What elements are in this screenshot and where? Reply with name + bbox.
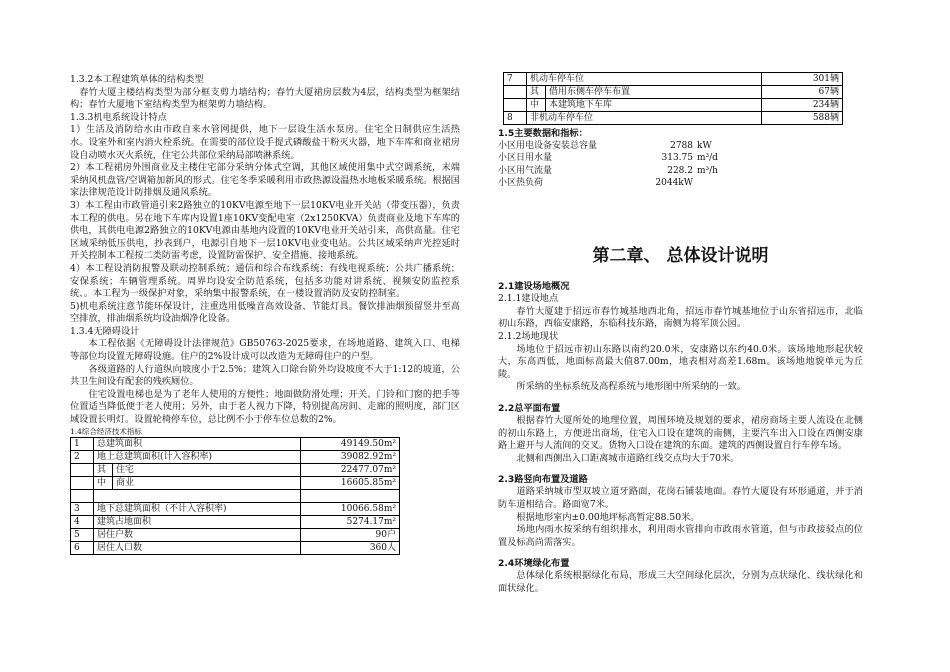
table-cell: 3 <box>71 502 94 515</box>
table-cell: 机动车停车位 <box>527 73 762 86</box>
chapter-title: 第二章、 总体设计说明 <box>592 246 769 267</box>
paragraph-elevation: 根据地形室内±0.00地坪标高暂定88.50米。 <box>516 511 700 523</box>
right-column <box>498 0 863 595</box>
table-cell: 居住户数 <box>94 528 301 541</box>
paragraph-slope: 各级道路的人行道纵向坡度小于2.5%；建筑入口除台阶外均设坡度不大于1:12的坡道，公共卫生间设有配套的残疾厕位。 <box>70 363 460 388</box>
key-data-u <box>693 177 697 189</box>
table-cell <box>71 463 94 476</box>
table-cell: 90户 <box>300 528 399 541</box>
section-heading-1-3-2: 1.3.2本工程建筑单体的结构类型 <box>70 74 204 85</box>
paragraph-accessibility: 本工程依据《无障碍设计法律规范》GB50763-2025要求，在场地道路、建筑入口、电梯等部位均设置无障碍设施。住户的2%设计成可以改造为无障碍住户的户型。 <box>70 338 460 363</box>
table-cell: 16605.85m² <box>300 476 399 489</box>
paragraph-elderly: 住宅设置电梯也是为了老年人使用的方便性；地面做防滑处理；开关、门铃和门窗的把手等位置适当降低便于老人使用；另外，由于老人视力下降，特别提高房间、走廊的照明度，部门区域设置长明灯。设置轮椅停车位，总比例不小于停车位总数的2%。 <box>70 388 460 426</box>
parking-table <box>503 72 843 125</box>
table-row <box>504 99 843 112</box>
paragraph-entrance: 北侧和西侧出入口距离城市道路红线交点均大于70米。 <box>516 452 740 464</box>
key-data-v: 228.2 <box>667 165 693 176</box>
table-row <box>71 528 400 541</box>
table-cell: 588辆 <box>761 112 842 125</box>
section-2-4: 2.4环境绿化布置 <box>498 558 570 570</box>
section-2-2: 2.2总平面布置 <box>498 402 561 414</box>
key-data-k: 小区热负荷 <box>498 177 544 188</box>
key-data-row <box>498 140 863 152</box>
table-cell: 非机动车停车位 <box>527 112 762 125</box>
table-row <box>504 112 843 125</box>
key-data-k: 小区日用水量 <box>498 153 553 164</box>
table-cell: 301辆 <box>761 73 842 86</box>
table-cell: 总建筑面积 <box>94 437 301 450</box>
key-data-v: 2788 <box>670 141 693 151</box>
paragraph-drainage: 场地内雨水按采纳有组织排水，利用雨水管排向市政雨水管道，但与市政接驳点的位置及标高尚需落实。 <box>498 524 863 548</box>
table-cell: 商业 <box>113 476 301 489</box>
table-cell: 住宅 <box>113 463 301 476</box>
indicator-table <box>70 437 400 555</box>
key-data-u: kW <box>697 141 712 151</box>
table-cell: 2 <box>71 450 94 463</box>
table-row <box>71 541 400 554</box>
table-cell <box>71 489 94 502</box>
paragraph-hvac: 2）本工程裙房外围商业及主楼住宅部分采纳分体式空调，其他区域使用集中式空调系统，末端采纳风机盘管/空调箱加新风的形式。住宅冬季采暖利用市政热源设温热水地板采暖系统。根据国家法律规范设计防排烟及通风系统。 <box>70 162 460 199</box>
paragraph-greening: 总体绿化系统根据绿化布局，形成三大空间绿化层次，分别为点状绿化、线状绿化和面状绿化。 <box>498 570 863 594</box>
table-cell: 5 <box>71 528 94 541</box>
paragraph-location: 春竹大厦建于招远市春竹城基地西北角，招远市春竹城基地位于山东省招远市，北临初山东路，西临安康路，东临科技东路，南侧为将军顶公园。 <box>498 305 863 330</box>
table-cell: 居住人口数 <box>94 541 301 554</box>
table-cell: 6 <box>71 541 94 554</box>
paragraph-energy: 5)机电系统注意节能环保设计，注重选用低噪音高效设备、节能灯具。餐饮排油烟预留竖井至高空排放，排油烟系统均设油烟净化设备。 <box>70 300 460 325</box>
table-cell: 地下总建筑面积（不计入容积率) <box>94 502 301 515</box>
key-data-u: m³/h <box>697 165 718 176</box>
key-data-k: 小区用气流量 <box>498 165 553 176</box>
table-row <box>71 450 400 463</box>
table-cell: 39082.92m² <box>300 450 399 463</box>
table-cell: 建筑占地面积 <box>94 515 301 528</box>
paragraph-plan: 根据春竹大厦所处的地理位置，周围环境及规划的要求，裙房商场主要人流设在北侧的初山东路上，方便进出商场，住宅入口设在建筑的南侧，主要汽车出入口设在西侧安康路上避开与人流间的交叉。货物入口设在建筑的东面。建筑的西侧设置自行车停车场。 <box>498 414 863 452</box>
table-cell: 1 <box>71 437 94 450</box>
section-2-3: 2.3路竖向布置及道路 <box>498 474 588 486</box>
key-data-row <box>498 152 863 164</box>
section-2-1: 2.1建设场地概况 <box>498 281 570 293</box>
table-row <box>71 476 400 489</box>
table-row <box>504 73 843 86</box>
table-row <box>71 463 400 476</box>
table-cell: 其 <box>94 463 113 476</box>
table-cell: 借用东侧车停车布置 <box>546 86 762 99</box>
table-row <box>504 86 843 99</box>
table-cell: 中 <box>94 476 113 489</box>
table-row <box>71 515 400 528</box>
table-cell <box>71 476 94 489</box>
key-data-k: 小区用电设备安装总容量 <box>498 141 598 151</box>
table-cell: 67辆 <box>761 86 842 99</box>
table-cell: 本建筑地下车库 <box>546 99 762 112</box>
table-cell: 4 <box>71 515 94 528</box>
section-heading-1-3-4: 1.3.4无障碍设计 <box>70 325 140 337</box>
key-data-row <box>498 177 863 189</box>
paragraph-structure: 春竹大厦主楼结构类型为部分框支剪力墙结构；春竹大厦裙房层数为4层，结构类型为框架结构；春竹大厦地下室结构类型为框架剪力墙结构。 <box>70 86 460 111</box>
key-data-title: 1.5主要数据和指标： <box>498 128 588 139</box>
table-cell: 7 <box>504 73 527 86</box>
table-row <box>71 502 400 515</box>
table-cell <box>300 489 399 502</box>
section-heading-1-3-3: 1.3.3机电系统设计特点 <box>70 111 167 123</box>
table-row <box>71 489 400 502</box>
table-cell: 49149.50m² <box>300 437 399 450</box>
table-caption: 1.4综合经济技术指标 <box>70 426 142 436</box>
paragraph-coords: 所采纳的坐标系统及高程系统与地形图中所采纳的一致。 <box>516 381 747 393</box>
table-cell <box>504 99 527 112</box>
key-data-u: m³/d <box>697 153 718 164</box>
table-cell: 360人 <box>300 541 399 554</box>
table-cell: 22477.07m² <box>300 463 399 476</box>
table-cell: 10066.58m² <box>300 502 399 515</box>
paragraph-water: 1）生活及消防给水由市政自来水管网提供，地下一层设生活水泵房。住宅全日制供应生活热水。设室外和室内消火栓系统。在需要的部位设手提式磷酸盐干粉灭火器，地下车库和商业裙房设自动喷水灭火系统，住宅公共部位采纳局部喷淋系统。 <box>70 124 460 161</box>
table-cell: 234辆 <box>761 99 842 112</box>
table-cell: 地上总建筑面积(计入容积率) <box>94 450 301 463</box>
paragraph-site: 场地位于招远市初山东路以南约20.0米，安康路以东约40.0米。该场地地形起伏较大，东高西低，地面标高最大值87.00m，地表相对高差1.68m。该场地地貌单元为丘陵。 <box>498 343 863 380</box>
subsection-2-1-2: 2.1.2场地现状 <box>498 330 559 342</box>
table-cell: 中 <box>527 99 546 112</box>
paragraph-road: 道路采纳城市型双坡立道牙路面，花岗石铺装地面。春竹大厦设有环形通道，并于消防车道相结合。路面宽7米。 <box>498 486 863 510</box>
key-data-v: 313.75 <box>661 153 693 164</box>
table-cell: 8 <box>504 112 527 125</box>
key-data-v: 2044kW <box>655 177 693 188</box>
subsection-2-1-1: 2.1.1建设地点 <box>498 293 559 305</box>
key-data-row <box>498 165 863 177</box>
left-column <box>70 0 460 555</box>
table-cell: 其 <box>527 86 546 99</box>
key-data-list <box>498 140 863 189</box>
paragraph-fire-alarm: 4）本工程设消防报警及联动控制系统；通信和综合布线系统；有线电视系统；公共广播系统；安保系统；车辆管理系统。周界均设安全防范系统，包括多功能对讲系统、视频安防监控系统、。本工程为一级保护对象，采纳集中报警系统，在一楼设置消防及安防控制室。 <box>70 262 460 300</box>
table-cell: 5274.17m² <box>300 515 399 528</box>
paragraph-power: 3）本工程由市政管道引来2路独立的10KV电源至地下一层10KV电业开关站（带变压器），负责本工程的供电。另在地下车库内设置1座10KV变配电室（2x1250KVA）负责商业及地下车库的供电，其供电电源2路独立的10KV电源由基地内设置的10KV电业开关站引来，高供高量。住宅区域采纳低压供电，抄表到户，电源引自地下一层10KV电业变电站。公共区域采纳声光控延时开关控制本工程按二类防雷考虑，设置防雷保护、安全措施、接地系统。 <box>70 199 460 262</box>
table-cell <box>504 86 527 99</box>
table-cell <box>94 489 301 502</box>
table-row <box>71 437 400 450</box>
